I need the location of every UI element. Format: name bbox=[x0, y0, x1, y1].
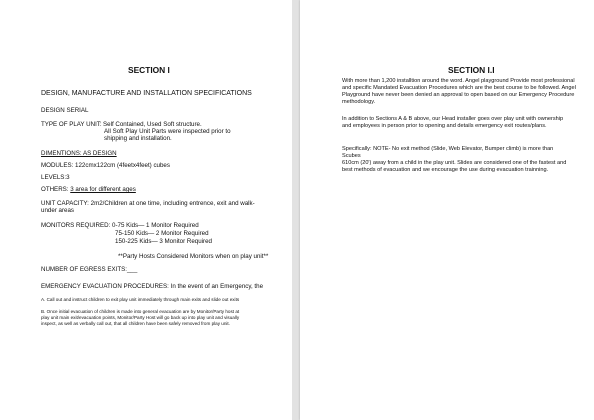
para-b: B. Once initial evacuation of children is made into general evacuation are by Monitor/Party host at bbox=[41, 309, 240, 314]
emergency-evacuation: EMERGENCY EVACUATION PROCEDURES: In the event of an Emergency, the bbox=[41, 283, 264, 290]
paragraph-head-installer: In addition to Sections A & B above, our Head installer goes over play unit with ownership and employees in person prior to opening and details emergency exit routes/plans. bbox=[342, 116, 564, 129]
design-serial: DESIGN SERIAL bbox=[41, 107, 89, 114]
others bbox=[41, 186, 136, 193]
document-page-right bbox=[300, 0, 594, 420]
main-heading: DESIGN, MANUFACTURE AND INSTALLATION SPECIFICATIONS bbox=[41, 90, 252, 97]
others-label: OTHERS: bbox=[41, 186, 69, 193]
egress-exits bbox=[41, 266, 137, 273]
unit-capacity: UNIT CAPACITY: 2m2/Children at one time, including entrence, exit and walk- bbox=[41, 200, 255, 207]
document-page-left bbox=[0, 0, 292, 420]
levels: LEVELS:3 bbox=[41, 174, 70, 181]
monitors-required-label: MONITORS REQUIRED: bbox=[41, 222, 111, 229]
monitors-row: 0-75 Kids— 1 Monitor Required bbox=[112, 222, 199, 229]
egress-exits-label: NUMBER OF EGRESS EXITS: bbox=[41, 266, 127, 273]
type-of-play-unit-note-cont: shipping and installation. bbox=[104, 135, 172, 142]
para-a: A. Call out and instruct children to exit play unit immediately through main exits and slide out exits bbox=[41, 297, 240, 302]
para-b-cont: play unit main exit/evacuation points, Monitor/Party Host will go back up into play unit and visually bbox=[41, 315, 240, 320]
type-of-play-unit-value: Self Contained, Used Soft structure. bbox=[103, 121, 202, 128]
paragraph-note-cont: 610cm (20') away from a child in the play unit. Slides are considered one of the fastest and best methods of evacuation and we encourage the use during evacuation trainning. bbox=[342, 160, 567, 173]
unit-capacity-cont: under areas bbox=[41, 207, 75, 214]
paragraph-note-cont: Scubes bbox=[342, 153, 361, 159]
type-of-play-unit-label: TYPE OF PLAY UNIT: bbox=[41, 121, 102, 128]
section-title: SECTION I.I bbox=[448, 65, 495, 75]
dimentions: DIMENTIONS: AS DESIGN bbox=[41, 150, 117, 157]
para-b-cont: inspect, as well as verbally call out, that all children have been safely removed from play unit. bbox=[41, 321, 230, 326]
paragraph-note: Specifically: NOTE- No exit method (Slide, Web Elevator, Bumper climb) is more than bbox=[342, 146, 554, 152]
monitors-note: **Party Hosts Considered Monitors when on play unit** bbox=[118, 253, 269, 260]
page-gutter bbox=[292, 0, 300, 420]
section-title: SECTION I bbox=[128, 65, 170, 75]
others-value: 3 area for different ages bbox=[70, 186, 136, 193]
modules: MODULES: 122cmx122cm (4feetx4feet) cubes bbox=[41, 162, 170, 169]
monitors-row: 150-225 Kids— 3 Monitor Required bbox=[115, 238, 212, 245]
type-of-play-unit-note: All Soft Play Unit Parts were inspected prior to bbox=[104, 128, 231, 135]
paragraph-installations: With more than 1,200 installtion around the word. Angel playground Provide most professional and specific Mandated Evacuation Procedures which are the best course to be followed. Angel Playground have never been denied an approval to open based on our Emergency Procedure methodology. bbox=[342, 78, 576, 105]
monitors-row: 75-150 Kids— 2 Monitor Required bbox=[115, 230, 209, 237]
egress-exits-blank: ___ bbox=[126, 266, 138, 273]
